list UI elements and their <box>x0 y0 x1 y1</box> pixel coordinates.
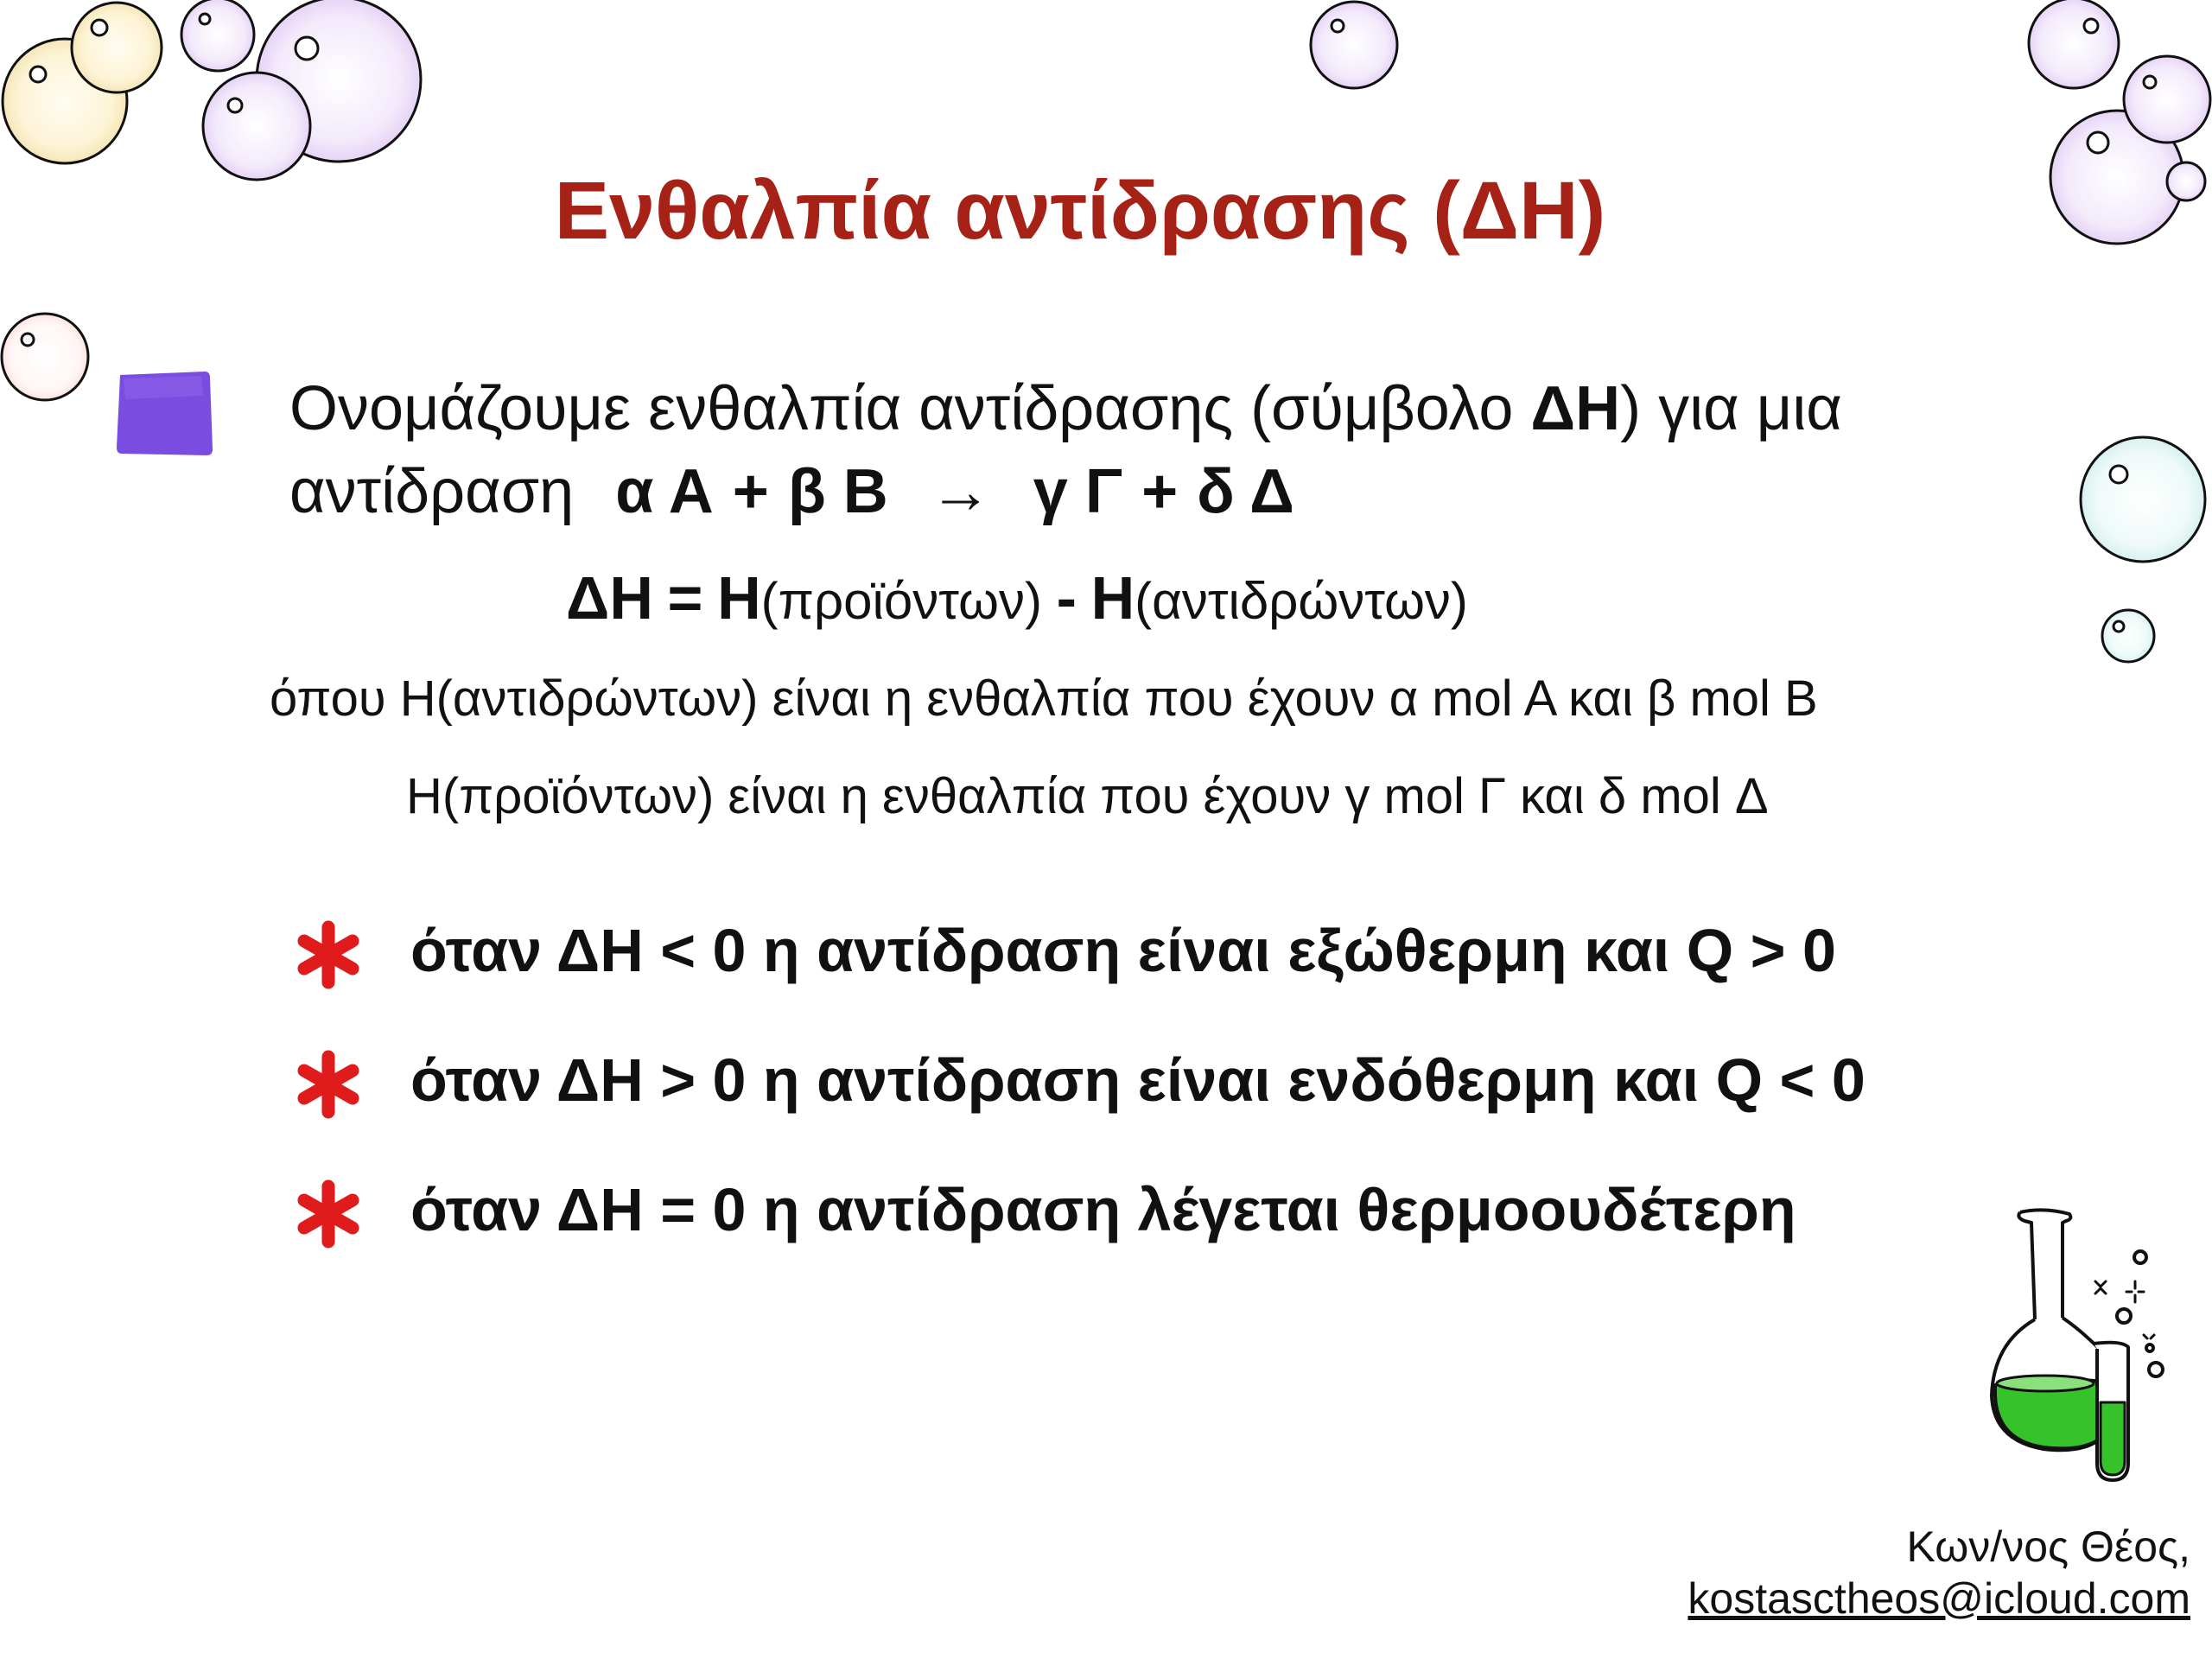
formula-products-label: (προϊόντων) <box>760 572 1042 630</box>
definition-products: Η(προϊόντων) είναι η ενθαλπία που έχουν γ mol Γ και δ mol Δ <box>406 768 1769 824</box>
author-credit <box>1688 1521 2190 1624</box>
bubble <box>92 20 107 35</box>
formula-delta-h: ΔΗ <box>566 564 653 632</box>
bubble <box>1332 20 1344 32</box>
bubble <box>1311 2 1397 88</box>
author-email-link[interactable]: kostasctheos@icloud.com <box>1688 1574 2190 1623</box>
bubble <box>296 37 318 60</box>
bubble <box>2029 0 2119 88</box>
intro-line2-text: αντίδραση <box>289 457 575 526</box>
reactant-b: β Β <box>787 457 888 526</box>
bubble <box>2084 19 2098 33</box>
reactant-a: α Α <box>615 457 714 526</box>
rule-text: όταν ΔΗ < 0 η αντίδραση είναι εξώθερμη και Q > 0 <box>410 917 1836 984</box>
bubble <box>2167 162 2205 200</box>
enthalpy-formula <box>566 563 1468 632</box>
reaction-equation <box>615 457 1294 526</box>
red-star-icon <box>294 920 363 989</box>
product-c: γ Γ <box>1033 457 1123 526</box>
bubble <box>2 314 88 400</box>
slide-title: Ενθαλπία αντίδρασης (ΔΗ) <box>554 165 1606 257</box>
bubble <box>30 67 46 82</box>
intro-line-2 <box>289 450 1842 533</box>
rule-text: όταν ΔΗ = 0 η αντίδραση λέγεται θερμοουδέτερη <box>410 1176 1796 1243</box>
bubble <box>2144 76 2156 88</box>
red-star-icon <box>294 1050 363 1119</box>
formula-h-products: Η <box>717 564 761 632</box>
plus-sign: + <box>732 457 769 526</box>
bubble <box>2113 621 2124 632</box>
intro-text: Ονομάζουμε ενθαλπία αντίδρασης (σύμβολο <box>289 374 1531 443</box>
bubble <box>72 3 162 92</box>
bubble <box>200 14 210 24</box>
formula-h-reactants: Η <box>1090 564 1135 632</box>
author-name: Κων/νος Θέος, <box>1906 1522 2190 1571</box>
product-d: δ Δ <box>1197 457 1294 526</box>
bubble <box>2081 437 2205 562</box>
rule-text: όταν ΔΗ > 0 η αντίδραση είναι ενδόθερμη και Q < 0 <box>410 1046 1866 1114</box>
purple-square-bullet-icon <box>115 370 214 459</box>
bubble <box>22 334 34 346</box>
definition-reactants: όπου Η(αντιδρώντων) είναι η ενθαλπία που έχουν α mol A και β mol B <box>270 671 1818 727</box>
formula-equals: = <box>667 564 703 632</box>
reaction-arrow: → <box>929 457 992 526</box>
formula-minus: - <box>1056 564 1077 632</box>
formula-reactants-label: (αντιδρώντων) <box>1135 572 1468 630</box>
intro-paragraph <box>289 367 1842 533</box>
plus-sign: + <box>1141 457 1179 526</box>
bubble <box>257 0 421 162</box>
bubble <box>2124 56 2210 143</box>
bubble <box>181 0 254 71</box>
intro-tail: ) για μια <box>1620 374 1842 443</box>
bubble <box>228 99 242 112</box>
bubble <box>3 39 127 163</box>
intro-line-1 <box>289 367 1842 450</box>
red-star-icon <box>294 1179 363 1249</box>
delta-h-symbol: ΔΗ <box>1530 374 1621 443</box>
chemistry-flask-icon <box>1983 1205 2164 1482</box>
bubble <box>2110 466 2127 483</box>
bubble <box>2102 610 2154 662</box>
bubble <box>2088 132 2108 153</box>
